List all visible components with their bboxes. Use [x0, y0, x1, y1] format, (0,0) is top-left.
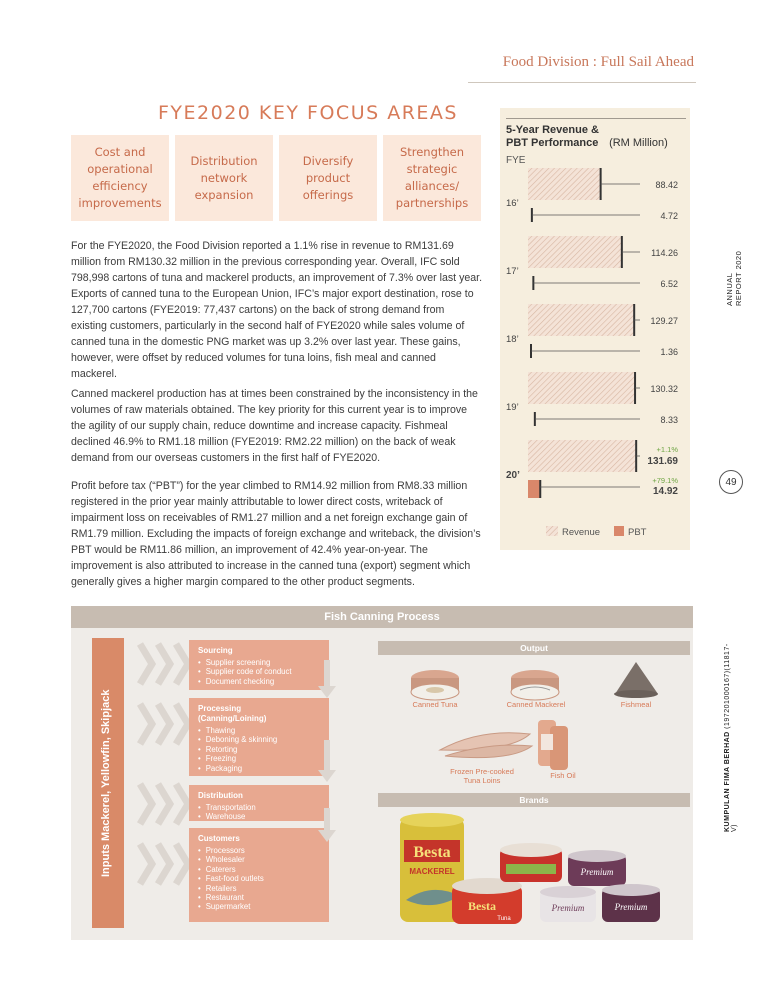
focus-areas-title: FYE2020 KEY FOCUS AREAS	[158, 102, 458, 124]
brand-products-image	[392, 812, 688, 934]
step-customers-title: Customers	[198, 834, 240, 843]
step-item: • Thawing	[198, 726, 320, 735]
step-item: • Supplier code of conduct	[198, 667, 320, 676]
legend-revenue-label: Revenue	[562, 527, 601, 538]
chart-title-unit: (RM Million)	[609, 137, 668, 149]
pbt-bar	[528, 480, 540, 498]
focus-item-diversify	[279, 135, 377, 221]
category-label: 19’	[506, 402, 519, 413]
process-chevrons-icon	[130, 636, 190, 936]
revenue-bar	[528, 168, 601, 200]
pbt-value-label: 4.72	[660, 211, 678, 221]
step-item: • Caterers	[198, 865, 320, 874]
step-item: • Packaging	[198, 764, 320, 773]
step-item: • Supplier screening	[198, 658, 320, 667]
focus-item-distribution-label: Distribution network expansion	[190, 153, 258, 202]
chart-title	[506, 124, 668, 150]
header-divider	[468, 82, 696, 83]
step-distribution	[189, 785, 329, 821]
step-item: • Fast-food outlets	[198, 874, 320, 883]
chart-title-bold: 5-Year Revenue & PBT Performance	[506, 124, 599, 149]
step-processing	[189, 698, 329, 776]
step-item: • Processors	[198, 846, 320, 855]
premium-can-text-1: Premium	[580, 867, 614, 877]
revenue-bar	[528, 440, 636, 472]
step-item: • Document checking	[198, 677, 320, 686]
focus-item-alliances	[383, 135, 481, 221]
pbt-value-label: 14.92	[652, 486, 678, 497]
focus-item-cost	[71, 135, 169, 221]
pbt-bar	[528, 412, 535, 426]
page-number: 49	[719, 470, 743, 494]
company-name-bold: KUMPULAN FIMA BERHAD	[724, 731, 731, 832]
page-header-title: Food Division : Full Sail Ahead	[502, 54, 694, 70]
category-label: 16’	[506, 198, 519, 209]
fishmeal-label: Fishmeal	[620, 700, 652, 709]
paragraph-revenue: For the FYE2020, the Food Division reported a 1.1% rise in revenue to RM131.69 million from RM130.32 million in the previous corresponding year. Overall, IFC sold 798,998 cartons of tuna and mackerel products, an improvement of 7.3% over last year. Exports of canned tuna to the European Union, IFC’s major export destination, rose to 127,700 cartons (FYE2019: 77,437 cartons) on the back of strong demand from existing customers, particularly in the second half of FYE2020 while sales volume of canned tuna in the domestic PNG market was up 3.2% over last year. These gains, however, were offset by reduced volumes for tuna loins, fish meal and canned mackerel.	[71, 240, 483, 380]
annual-report-label: ANNUAL REPORT 2020	[725, 250, 743, 306]
canned-mackerel-label: Canned Mackerel	[506, 700, 566, 709]
step-item: • Wholesaler	[198, 855, 320, 864]
revenue-bar	[528, 236, 622, 268]
chart-axis-label: FYE	[506, 155, 526, 166]
besta-tuna-can-icon	[452, 878, 522, 924]
besta-tuna-can-text: Besta	[468, 899, 496, 913]
revenue-pbt-chart	[500, 160, 690, 560]
revenue-growth-label: +1.1%	[656, 445, 678, 454]
canned-tuna-label: Canned Tuna	[412, 700, 458, 709]
focus-item-diversify-label: Diversify product offerings	[302, 153, 354, 202]
category-label: 18’	[506, 334, 519, 345]
revenue-bar	[528, 304, 634, 336]
revenue-value-label: 130.32	[650, 384, 678, 394]
focus-item-distribution	[175, 135, 273, 221]
focus-item-cost-label: Cost and operational efficiency improvements	[78, 145, 162, 210]
brands-label: Brands	[378, 793, 690, 807]
revenue-value-label: 88.42	[655, 180, 678, 190]
inputs-label: Inputs Mackerel, Yellowfin, Skipjack	[100, 689, 112, 877]
legend-pbt-label: PBT	[628, 527, 647, 538]
step-sourcing	[189, 640, 329, 690]
fish-oil-label: Fish Oil	[550, 771, 576, 780]
category-label: 20’	[506, 470, 520, 481]
pbt-value-label: 8.33	[660, 415, 678, 425]
pbt-value-label: 6.52	[660, 279, 678, 289]
step-sourcing-title: Sourcing	[198, 646, 233, 655]
step-item: • Transportation	[198, 803, 320, 812]
revenue-value-label: 131.69	[647, 456, 678, 467]
category-label: 17’	[506, 266, 519, 277]
focus-item-alliances-label: Strengthen strategic alliances/ partnerships	[395, 145, 469, 210]
step-item: • Freezing	[198, 754, 320, 763]
canned-tuna-icon	[411, 670, 459, 700]
down-arrows-icon	[316, 660, 340, 850]
output-label: Output	[378, 641, 690, 655]
revenue-value-label: 129.27	[650, 316, 678, 326]
step-item: • Supermarket	[198, 902, 320, 911]
step-item: • Retorting	[198, 745, 320, 754]
process-section-title: Fish Canning Process	[71, 606, 693, 628]
pbt-value-label: 1.36	[660, 347, 678, 357]
step-item: • Warehouse	[198, 812, 320, 821]
besta-can-text: Besta	[413, 844, 451, 861]
step-item: • Deboning & skinning	[198, 735, 320, 744]
tuna-loins-icon	[440, 733, 532, 758]
step-customers	[189, 828, 329, 922]
company-name	[724, 640, 738, 832]
legend-revenue-swatch	[546, 526, 558, 536]
revenue-bar	[528, 372, 635, 404]
step-processing-title: Processing (Canning/Loining)	[198, 704, 267, 723]
step-item: • Restaurant	[198, 893, 320, 902]
step-distribution-title: Distribution	[198, 791, 243, 800]
paragraph-pbt: Profit before tax (“PBT”) for the year climbed to RM14.92 million from RM8.33 million registered in the prior year mainly attributable to lower direct costs, writeback of impairment loss on receivables of RM1.27 million and a net foreign exchange gain of RM1.79 million. Excluding the impacts of foreign exchange and writeback, the division’s PBT would be RM11.86 million, an improvement of 42.4% year-on-year. The improvement is also attributed to increase in the canned tuna (export) segment which generally gives a higher margin compared to the other product segments.	[71, 480, 481, 588]
legend-pbt-swatch	[614, 526, 624, 536]
step-item: • Retailers	[198, 884, 320, 893]
fishmeal-icon	[614, 662, 658, 698]
tuna-can-text: Tuna	[497, 916, 511, 922]
canned-mackerel-icon	[511, 670, 559, 700]
paragraph-mackerel: Canned mackerel production has at times been constrained by the inconsistency in the volumes of raw materials obtained. The key priority for this current year is to improve the agility of our supply chain, reduce downtime and increase capacity. Fishmeal declined 46.9% to RM1.18 million (FYE2019: RM2.22 million) on the back of weak demand from our overseas customers in the first half of FYE2020.	[71, 388, 478, 464]
pbt-growth-label: +79.1%	[652, 476, 678, 485]
fish-oil-icon	[538, 720, 568, 770]
chart-title-rule	[506, 118, 686, 119]
tuna-loins-label: Frozen Pre-cooked Tuna Loins	[450, 767, 514, 785]
premium-can-text-2: Premium	[551, 903, 585, 913]
company-registration: (197201000167)(11817-V)	[724, 643, 738, 832]
revenue-value-label: 114.26	[651, 248, 678, 258]
red-tuna-can-icon	[500, 843, 562, 882]
premium-can-text-3: Premium	[614, 902, 648, 912]
mackerel-can-text: MACKEREL	[409, 867, 455, 876]
